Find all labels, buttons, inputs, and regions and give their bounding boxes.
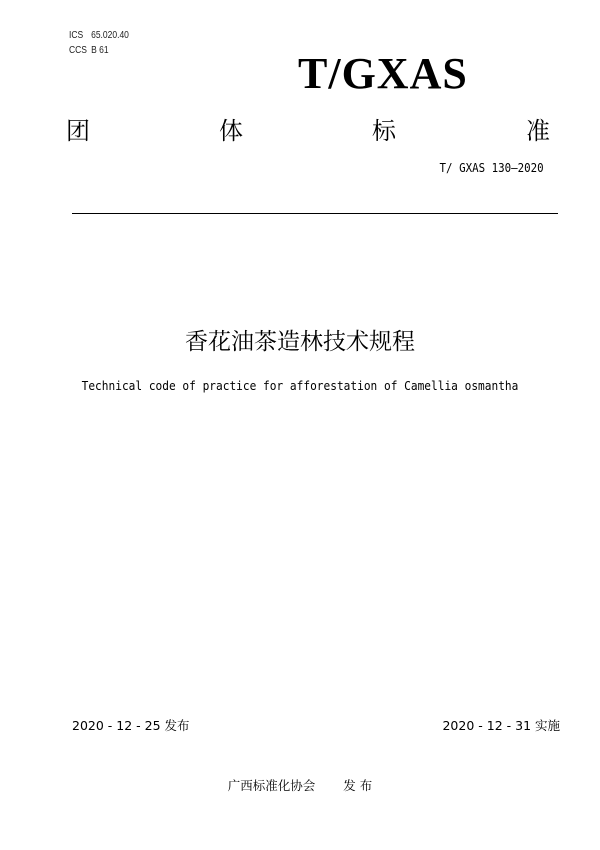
publisher: [0, 776, 600, 794]
ccs-label: CCS: [69, 45, 87, 56]
publisher-action: 发 布: [343, 778, 373, 793]
standard-number: T/ GXAS 130—2020: [439, 161, 544, 175]
ccs-value: B 61: [91, 45, 109, 56]
issue-date: 2020 - 12 - 25 发布: [72, 718, 190, 733]
header-divider: [72, 213, 558, 214]
implementation-date: 2020 - 12 - 31 实施: [442, 718, 560, 733]
standard-logo: T/GXAS: [298, 49, 468, 98]
ccs-code: [69, 45, 109, 56]
document-title-chinese: 香花油茶造林技术规程: [185, 329, 415, 355]
category-char-2: 体: [219, 117, 243, 145]
document-title-english: Technical code of practice for afforestation of Camellia osmantha: [81, 379, 519, 393]
publisher-name: 广西标准化协会: [227, 778, 316, 793]
ics-value: 65.020.40: [91, 30, 129, 41]
category-char-4: 准: [526, 117, 550, 145]
ics-code: [69, 30, 129, 41]
ics-label: ICS: [69, 30, 84, 41]
standard-category: [60, 114, 560, 150]
category-char-1: 团: [66, 117, 90, 145]
category-char-3: 标: [372, 117, 396, 145]
